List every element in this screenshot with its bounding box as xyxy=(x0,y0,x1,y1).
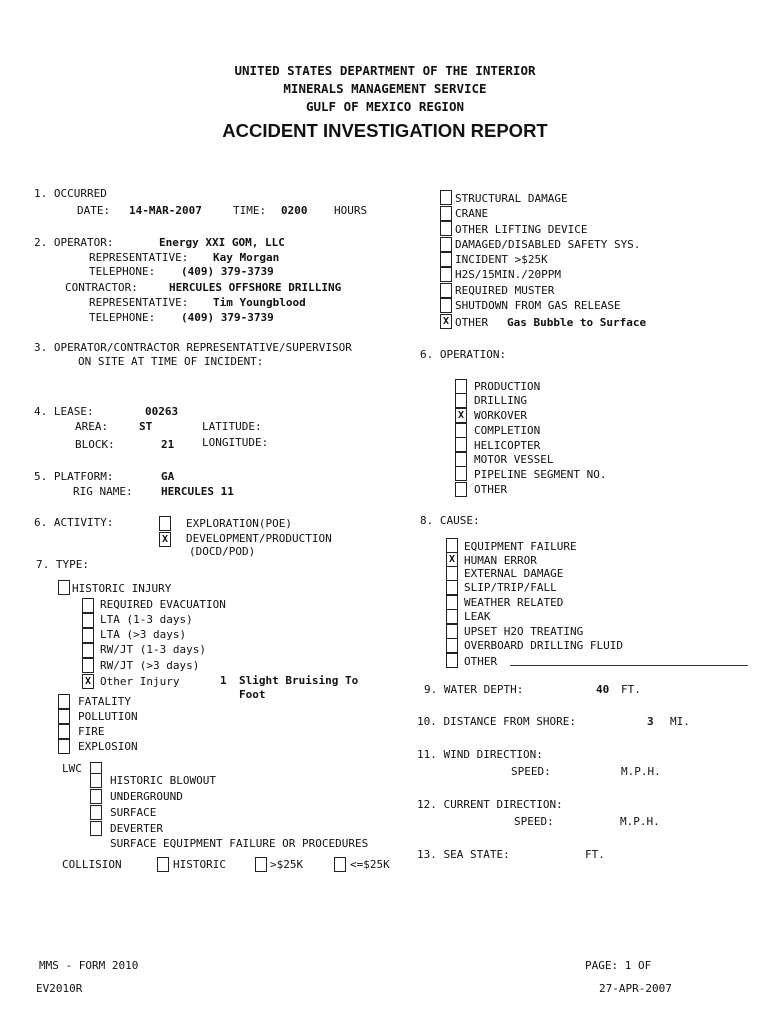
wind-speed-unit: M.P.H. xyxy=(621,765,661,778)
form-number: MMS - FORM 2010 xyxy=(39,959,139,972)
cause-label: 8. CAUSE: xyxy=(420,514,480,527)
leak-label: LEAK xyxy=(464,610,491,623)
fatality-label: FATALITY xyxy=(78,695,131,708)
leak-checkbox[interactable] xyxy=(446,609,458,624)
required-evacuation-checkbox[interactable] xyxy=(82,598,94,613)
wind-direction-label: 11. WIND DIRECTION: xyxy=(417,748,543,761)
explosion-checkbox[interactable] xyxy=(58,739,70,754)
current-speed-label: SPEED: xyxy=(514,815,554,828)
water-depth-value: 40 xyxy=(596,683,610,696)
latitude-label: LATITUDE: xyxy=(202,420,262,433)
water-depth-unit: FT. xyxy=(621,683,641,696)
structural-damage-label: STRUCTURAL DAMAGE xyxy=(455,192,568,205)
historic-injury-checkbox[interactable] xyxy=(58,580,70,595)
overboard-fluid-label: OVERBOARD DRILLING FLUID xyxy=(464,639,623,652)
helicopter-checkbox[interactable] xyxy=(455,437,467,452)
platform-label: 5. PLATFORM: xyxy=(34,470,114,483)
longitude-label: LONGITUDE: xyxy=(202,436,269,449)
collision-label: COLLISION xyxy=(62,858,122,871)
supervisor-label: 3. OPERATOR/CONTRACTOR REPRESENTATIVE/SUPERVISOR xyxy=(34,341,352,354)
h2s-checkbox[interactable] xyxy=(440,267,452,282)
activity-development-label: DEVELOPMENT/PRODUCTION xyxy=(186,532,332,545)
equipment-failure-checkbox[interactable] xyxy=(446,538,458,553)
contractor-rep: Tim Youngblood xyxy=(213,296,306,309)
occurred-label: 1. OCCURRED xyxy=(34,187,107,200)
operation-other-checkbox[interactable] xyxy=(455,482,467,497)
fire-label: FIRE xyxy=(78,725,105,738)
surface-checkbox[interactable] xyxy=(90,805,102,820)
date-value: 14-MAR-2007 xyxy=(129,204,202,217)
h2s-label: H2S/15MIN./20PPM xyxy=(455,268,561,281)
rig-name-value: HERCULES 11 xyxy=(161,485,234,498)
cause-other-label: OTHER xyxy=(464,655,498,668)
area-value: ST xyxy=(139,420,153,433)
incident-25k-label: INCIDENT >$25K xyxy=(455,253,548,266)
operator-tel: (409) 379-3739 xyxy=(181,265,274,278)
historic-blowout-checkbox[interactable] xyxy=(90,773,102,788)
motor-vessel-checkbox[interactable] xyxy=(455,452,467,467)
external-damage-label: EXTERNAL DAMAGE xyxy=(464,567,564,580)
distance-label: 10. DISTANCE FROM SHORE: xyxy=(417,715,576,728)
sea-state-unit: FT. xyxy=(585,848,605,861)
underground-checkbox[interactable] xyxy=(90,789,102,804)
lease-value: 00263 xyxy=(145,405,179,418)
other-injury-count: 1 xyxy=(220,674,227,687)
deverter-checkbox[interactable] xyxy=(90,821,102,836)
contractor-tel: (409) 379-3739 xyxy=(181,311,274,324)
water-depth-label: 9. WATER DEPTH: xyxy=(424,683,524,696)
other-injury-label: Other Injury xyxy=(100,675,180,688)
time-value: 0200 xyxy=(281,204,308,217)
underground-label: UNDERGROUND xyxy=(110,790,183,803)
form-code: EV2010R xyxy=(36,982,83,995)
other-incident-label: OTHER xyxy=(455,316,489,329)
slip-trip-fall-checkbox[interactable] xyxy=(446,580,458,595)
rwjt-gt3-label: RW/JT (>3 days) xyxy=(100,659,200,672)
lta-gt3-label: LTA (>3 days) xyxy=(100,628,187,641)
other-incident-description: Gas Bubble to Surface xyxy=(507,316,647,329)
operator-name: Energy XXI GOM, LLC xyxy=(159,236,285,249)
current-direction-label: 12. CURRENT DIRECTION: xyxy=(417,798,563,811)
report-date: 27-APR-2007 xyxy=(599,982,672,995)
type-label: 7. TYPE: xyxy=(36,558,89,571)
damaged-safety-label: DAMAGED/DISABLED SAFETY SYS. xyxy=(455,238,641,251)
operator-rep: Kay Morgan xyxy=(213,251,280,264)
time-label: TIME: xyxy=(233,204,267,217)
collision-le25k-label: <=$25K xyxy=(350,858,390,871)
cause-other-line xyxy=(510,665,748,666)
crane-label: CRANE xyxy=(455,207,489,220)
drilling-label: DRILLING xyxy=(474,394,527,407)
current-speed-unit: M.P.H. xyxy=(620,815,660,828)
lta-gt3-checkbox[interactable] xyxy=(82,628,94,643)
contractor-rep-label: REPRESENTATIVE: xyxy=(89,296,189,309)
rig-name-label: RIG NAME: xyxy=(73,485,133,498)
weather-related-checkbox[interactable] xyxy=(446,595,458,610)
operator-rep-label: REPRESENTATIVE: xyxy=(89,251,189,264)
lta-1-3-label: LTA (1-3 days) xyxy=(100,613,193,626)
shutdown-gas-label: SHUTDOWN FROM GAS RELEASE xyxy=(455,299,621,312)
other-injury-description: Slight Bruising To xyxy=(239,674,359,687)
operation-label: 6. OPERATION: xyxy=(420,348,507,361)
header-line-1: UNITED STATES DEPARTMENT OF THE INTERIOR xyxy=(234,63,536,78)
activity-label: 6. ACTIVITY: xyxy=(34,516,114,529)
other-lifting-label: OTHER LIFTING DEVICE xyxy=(455,223,588,236)
pipeline-label: PIPELINE SEGMENT NO. xyxy=(474,468,607,481)
deverter-label: DEVERTER xyxy=(110,822,163,835)
crane-checkbox[interactable] xyxy=(440,206,452,221)
rwjt-gt3-checkbox[interactable] xyxy=(82,658,94,673)
header-line-3: GULF OF MEXICO REGION xyxy=(305,99,465,114)
fire-checkbox[interactable] xyxy=(58,724,70,739)
motor-vessel-label: MOTOR VESSEL xyxy=(474,453,554,466)
hours-label: HOURS xyxy=(334,204,368,217)
contractor-tel-label: TELEPHONE: xyxy=(89,311,156,324)
block-label: BLOCK: xyxy=(75,438,115,451)
surface-label: SURFACE xyxy=(110,806,157,819)
other-lifting-checkbox[interactable] xyxy=(440,221,452,236)
block-value: 21 xyxy=(161,438,175,451)
other-injury-checkbox[interactable]: X xyxy=(82,674,94,689)
area-label: AREA: xyxy=(75,420,109,433)
incident-25k-checkbox[interactable] xyxy=(440,252,452,267)
supervisor-label-2: ON SITE AT TIME OF INCIDENT: xyxy=(78,355,264,368)
lease-label: 4. LEASE: xyxy=(34,405,94,418)
header-line-2: MINERALS MANAGEMENT SERVICE xyxy=(283,81,487,96)
workover-label: WORKOVER xyxy=(474,409,527,422)
required-muster-checkbox[interactable] xyxy=(440,283,452,298)
other-injury-description-2: Foot xyxy=(239,688,266,701)
wind-speed-label: SPEED: xyxy=(511,765,551,778)
lta-1-3-checkbox[interactable] xyxy=(82,613,94,628)
structural-damage-checkbox[interactable] xyxy=(440,190,452,205)
report-title: ACCIDENT INVESTIGATION REPORT xyxy=(222,120,548,141)
human-error-checkbox[interactable]: X xyxy=(446,552,458,567)
production-checkbox[interactable] xyxy=(455,379,467,394)
upset-h2o-label: UPSET H2O TREATING xyxy=(464,625,584,638)
explosion-label: EXPLOSION xyxy=(78,740,138,753)
historic-injury-label: HISTORIC INJURY xyxy=(72,582,172,595)
shutdown-gas-checkbox[interactable] xyxy=(440,298,452,313)
activity-development-label-2: (DOCD/POD) xyxy=(189,545,256,558)
other-incident-checkbox[interactable]: X xyxy=(440,314,452,329)
cause-other-checkbox[interactable] xyxy=(446,653,458,668)
contractor-label: CONTRACTOR: xyxy=(65,281,138,294)
completion-label: COMPLETION xyxy=(474,424,541,437)
date-label: DATE: xyxy=(77,204,111,217)
fatality-checkbox[interactable] xyxy=(58,694,70,709)
required-evacuation-label: REQUIRED EVACUATION xyxy=(100,598,226,611)
upset-h2o-checkbox[interactable] xyxy=(446,624,458,639)
platform-value: GA xyxy=(161,470,175,483)
pollution-label: POLLUTION xyxy=(78,710,138,723)
drilling-checkbox[interactable] xyxy=(455,393,467,408)
required-muster-label: REQUIRED MUSTER xyxy=(455,284,555,297)
operation-other-label: OTHER xyxy=(474,483,508,496)
completion-checkbox[interactable] xyxy=(455,423,467,438)
sea-state-label: 13. SEA STATE: xyxy=(417,848,510,861)
operator-label: 2. OPERATOR: xyxy=(34,236,114,249)
collision-historic-label: HISTORIC xyxy=(173,858,226,871)
historic-blowout-label: HISTORIC BLOWOUT xyxy=(110,774,216,787)
activity-exploration-label: EXPLORATION(POE) xyxy=(186,517,292,530)
rwjt-1-3-checkbox[interactable] xyxy=(82,643,94,658)
contractor-name: HERCULES OFFSHORE DRILLING xyxy=(169,281,342,294)
human-error-label: HUMAN ERROR xyxy=(464,554,537,567)
collision-gt25k-checkbox[interactable] xyxy=(255,857,267,872)
weather-related-label: WEATHER RELATED xyxy=(464,596,564,609)
pollution-checkbox[interactable] xyxy=(58,709,70,724)
operator-tel-label: TELEPHONE: xyxy=(89,265,156,278)
slip-trip-fall-label: SLIP/TRIP/FALL xyxy=(464,581,557,594)
helicopter-label: HELICOPTER xyxy=(474,439,541,452)
rwjt-1-3-label: RW/JT (1-3 days) xyxy=(100,643,206,656)
page-number: PAGE: 1 OF xyxy=(585,959,652,972)
distance-value: 3 xyxy=(647,715,654,728)
workover-checkbox[interactable]: X xyxy=(455,408,467,423)
lwc-label: LWC xyxy=(62,762,82,775)
distance-unit: MI. xyxy=(670,715,690,728)
surface-equipment-label: SURFACE EQUIPMENT FAILURE OR PROCEDURES xyxy=(110,837,369,850)
activity-development-checkbox[interactable]: X xyxy=(159,532,171,547)
damaged-safety-checkbox[interactable] xyxy=(440,237,452,252)
collision-historic-checkbox[interactable] xyxy=(157,857,169,872)
production-label: PRODUCTION xyxy=(474,380,541,393)
activity-exploration-checkbox[interactable] xyxy=(159,516,171,531)
pipeline-checkbox[interactable] xyxy=(455,466,467,481)
collision-le25k-checkbox[interactable] xyxy=(334,857,346,872)
overboard-fluid-checkbox[interactable] xyxy=(446,638,458,653)
collision-gt25k-label: >$25K xyxy=(270,858,304,871)
equipment-failure-label: EQUIPMENT FAILURE xyxy=(464,540,577,553)
external-damage-checkbox[interactable] xyxy=(446,566,458,581)
